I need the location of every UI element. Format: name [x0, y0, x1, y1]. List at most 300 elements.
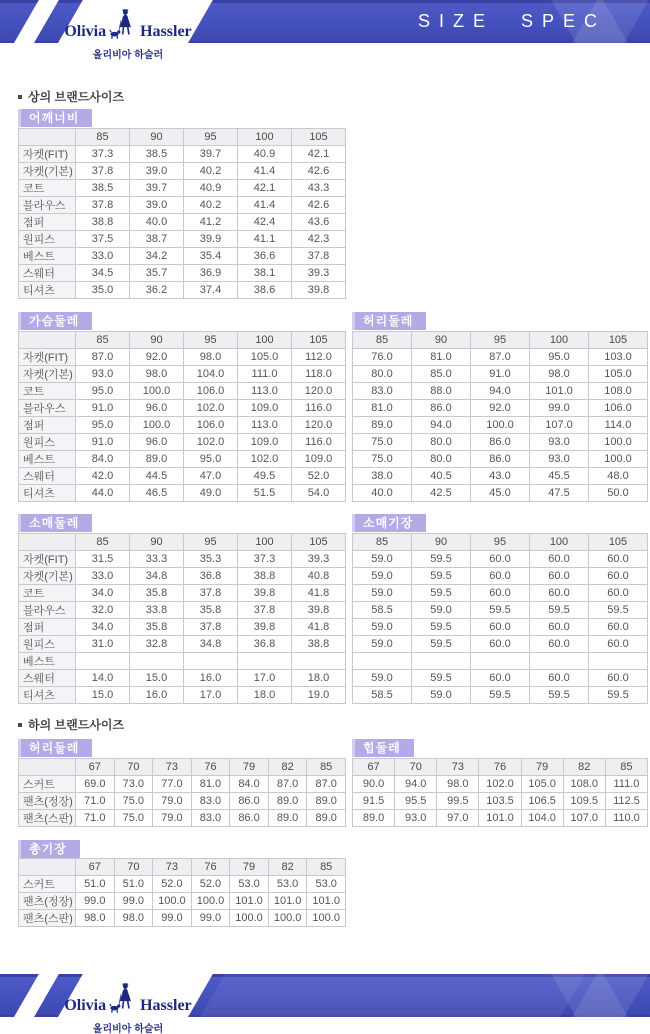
value-cell: 37.8 — [184, 585, 238, 602]
size-col-header: 82 — [563, 759, 605, 776]
value-cell: 86.0 — [230, 810, 269, 827]
brand-name-right: Hassler — [140, 997, 192, 1014]
value-cell: 60.0 — [589, 670, 648, 687]
value-cell: 45.0 — [471, 485, 530, 502]
row-label: 베스트 — [19, 451, 76, 468]
value-cell: 15.0 — [130, 670, 184, 687]
value-cell: 59.0 — [412, 687, 471, 704]
value-cell: 39.0 — [130, 163, 184, 180]
value-cell: 36.9 — [184, 265, 238, 282]
value-cell: 92.0 — [471, 400, 530, 417]
value-cell: 60.0 — [471, 636, 530, 653]
size-col-header: 73 — [153, 859, 192, 876]
value-cell: 17.0 — [238, 670, 292, 687]
table-row — [353, 349, 648, 366]
value-cell: 59.0 — [353, 568, 412, 585]
value-cell: 85.0 — [412, 366, 471, 383]
value-cell: 36.8 — [238, 636, 292, 653]
size-col-header: 82 — [268, 759, 307, 776]
table-row — [353, 417, 648, 434]
table-row — [19, 687, 346, 704]
value-cell: 59.0 — [353, 636, 412, 653]
value-cell: 101.0 — [230, 893, 269, 910]
value-cell: 31.0 — [76, 636, 130, 653]
value-cell: 60.0 — [530, 619, 589, 636]
table-waist-bottom — [18, 758, 346, 827]
value-cell: 103.5 — [479, 793, 521, 810]
value-cell: 44.5 — [130, 468, 184, 485]
value-cell: 51.0 — [114, 876, 153, 893]
value-cell — [353, 653, 412, 670]
table-row — [19, 776, 346, 793]
header-row — [19, 759, 346, 776]
value-cell: 100.0 — [153, 893, 192, 910]
size-col-header: 67 — [76, 759, 115, 776]
size-grid — [352, 533, 648, 704]
value-cell: 40.5 — [412, 468, 471, 485]
value-cell: 16.0 — [184, 670, 238, 687]
value-cell: 41.4 — [238, 197, 292, 214]
size-col-header: 79 — [521, 759, 563, 776]
value-cell: 59.0 — [353, 619, 412, 636]
table-row — [19, 568, 346, 585]
value-cell: 92.0 — [130, 349, 184, 366]
size-col-header: 76 — [191, 859, 230, 876]
value-cell: 60.0 — [589, 636, 648, 653]
value-cell: 47.5 — [530, 485, 589, 502]
row-label: 블라우스 — [19, 602, 76, 619]
size-col-header: 95 — [184, 129, 238, 146]
value-cell: 39.7 — [130, 180, 184, 197]
value-cell: 59.0 — [353, 551, 412, 568]
table-row — [19, 265, 346, 282]
value-cell: 99.5 — [437, 793, 479, 810]
table-shoulder-width — [18, 128, 346, 299]
diagonal-highlight-icon — [200, 974, 585, 1017]
value-cell: 42.6 — [292, 197, 346, 214]
value-cell: 86.0 — [471, 434, 530, 451]
table-row — [353, 551, 648, 568]
row-label: 원피스 — [19, 231, 76, 248]
size-col-header: 105 — [292, 332, 346, 349]
woman-with-dog-icon — [109, 8, 137, 40]
value-cell: 35.0 — [76, 282, 130, 299]
value-cell: 59.5 — [412, 619, 471, 636]
table-row — [19, 619, 346, 636]
value-cell: 89.0 — [268, 810, 307, 827]
size-grid — [18, 533, 346, 704]
size-grid — [352, 758, 648, 827]
value-cell: 75.0 — [353, 451, 412, 468]
value-cell: 88.0 — [412, 383, 471, 400]
value-cell: 89.0 — [130, 451, 184, 468]
value-cell: 59.5 — [530, 687, 589, 704]
size-col-header: 90 — [130, 332, 184, 349]
value-cell: 33.0 — [76, 568, 130, 585]
table-row — [19, 451, 346, 468]
table-row — [19, 602, 346, 619]
row-label: 원피스 — [19, 434, 76, 451]
row-label: 자켓(기본) — [19, 163, 76, 180]
value-cell: 87.0 — [471, 349, 530, 366]
row-label: 자켓(기본) — [19, 568, 76, 585]
value-cell: 98.0 — [76, 910, 115, 927]
value-cell: 36.2 — [130, 282, 184, 299]
table-row — [353, 366, 648, 383]
value-cell: 105.0 — [589, 366, 648, 383]
value-cell: 112.0 — [292, 349, 346, 366]
value-cell: 38.8 — [292, 636, 346, 653]
label-shoulder-width: 어깨너비 — [18, 109, 92, 127]
value-cell: 42.5 — [412, 485, 471, 502]
value-cell: 109.0 — [238, 400, 292, 417]
value-cell: 100.0 — [191, 893, 230, 910]
value-cell: 98.0 — [530, 366, 589, 383]
value-cell: 37.8 — [292, 248, 346, 265]
value-cell: 53.0 — [230, 876, 269, 893]
value-cell: 99.0 — [76, 893, 115, 910]
size-col-header: 70 — [114, 759, 153, 776]
table-waist-top — [352, 331, 648, 502]
value-cell: 59.0 — [353, 670, 412, 687]
value-cell: 35.7 — [130, 265, 184, 282]
value-cell: 81.0 — [412, 349, 471, 366]
size-col-header: 100 — [238, 129, 292, 146]
woman-with-dog-icon — [109, 982, 137, 1014]
value-cell: 59.5 — [530, 602, 589, 619]
value-cell: 59.0 — [353, 585, 412, 602]
value-cell: 79.0 — [153, 793, 192, 810]
table-row — [19, 197, 346, 214]
size-col-header: 95 — [471, 332, 530, 349]
row-label: 원피스 — [19, 636, 76, 653]
size-col-header: 100 — [238, 534, 292, 551]
brand-logo — [58, 22, 198, 40]
size-col-header: 76 — [191, 759, 230, 776]
value-cell: 44.0 — [76, 485, 130, 502]
value-cell: 93.0 — [530, 434, 589, 451]
value-cell: 100.0 — [130, 383, 184, 400]
value-cell: 80.0 — [412, 434, 471, 451]
value-cell: 86.0 — [230, 793, 269, 810]
row-label: 블라우스 — [19, 197, 76, 214]
value-cell: 101.0 — [307, 893, 346, 910]
size-col-header: 105 — [589, 534, 648, 551]
value-cell: 107.0 — [563, 810, 605, 827]
page-header — [0, 0, 650, 62]
row-label: 자켓(FIT) — [19, 551, 76, 568]
table-row — [19, 163, 346, 180]
value-cell: 104.0 — [521, 810, 563, 827]
value-cell: 53.0 — [307, 876, 346, 893]
size-col-header: 67 — [353, 759, 395, 776]
value-cell: 109.0 — [238, 434, 292, 451]
label-sleeve-width: 소매둘레 — [18, 514, 92, 532]
value-cell: 42.0 — [76, 468, 130, 485]
value-cell: 93.0 — [395, 810, 437, 827]
row-label: 티셔츠 — [19, 485, 76, 502]
value-cell: 41.8 — [292, 585, 346, 602]
value-cell: 59.5 — [412, 551, 471, 568]
table-row — [19, 653, 346, 670]
value-cell: 19.0 — [292, 687, 346, 704]
size-col-header: 73 — [153, 759, 192, 776]
size-col-header: 82 — [268, 859, 307, 876]
value-cell: 89.0 — [307, 810, 346, 827]
size-grid — [18, 858, 346, 927]
value-cell: 100.0 — [130, 417, 184, 434]
value-cell: 99.0 — [530, 400, 589, 417]
size-col-header: 73 — [437, 759, 479, 776]
value-cell: 43.0 — [471, 468, 530, 485]
row-label: 티셔츠 — [19, 282, 76, 299]
value-cell: 37.4 — [184, 282, 238, 299]
row-label: 팬츠(스판) — [19, 910, 76, 927]
value-cell: 93.0 — [530, 451, 589, 468]
corner-cell — [19, 332, 76, 349]
value-cell: 40.2 — [184, 163, 238, 180]
value-cell: 52.0 — [292, 468, 346, 485]
value-cell: 42.4 — [238, 214, 292, 231]
value-cell: 35.8 — [184, 602, 238, 619]
value-cell: 71.0 — [76, 793, 115, 810]
value-cell: 33.3 — [130, 551, 184, 568]
value-cell: 59.5 — [412, 568, 471, 585]
value-cell: 95.0 — [76, 417, 130, 434]
value-cell: 77.0 — [153, 776, 192, 793]
value-cell: 60.0 — [471, 670, 530, 687]
value-cell: 110.0 — [605, 810, 647, 827]
value-cell: 89.0 — [307, 793, 346, 810]
value-cell: 95.0 — [184, 451, 238, 468]
size-col-header: 90 — [130, 534, 184, 551]
size-col-header: 85 — [353, 332, 412, 349]
value-cell: 84.0 — [230, 776, 269, 793]
value-cell: 80.0 — [353, 366, 412, 383]
value-cell: 75.0 — [353, 434, 412, 451]
value-cell: 104.0 — [184, 366, 238, 383]
value-cell: 60.0 — [589, 585, 648, 602]
value-cell: 89.0 — [353, 810, 395, 827]
size-col-header: 100 — [530, 332, 589, 349]
value-cell: 41.1 — [238, 231, 292, 248]
table-row — [19, 468, 346, 485]
row-label: 점퍼 — [19, 214, 76, 231]
value-cell: 102.0 — [184, 434, 238, 451]
size-col-header: 76 — [479, 759, 521, 776]
value-cell: 36.8 — [184, 568, 238, 585]
value-cell: 39.8 — [238, 585, 292, 602]
row-label: 점퍼 — [19, 619, 76, 636]
table-row — [353, 434, 648, 451]
value-cell: 76.0 — [353, 349, 412, 366]
size-col-header: 85 — [76, 534, 130, 551]
table-row — [19, 876, 346, 893]
size-col-header: 105 — [292, 129, 346, 146]
table-row — [353, 687, 648, 704]
value-cell: 37.8 — [184, 619, 238, 636]
table-row — [19, 434, 346, 451]
label-sleeve-length: 소매기장 — [352, 514, 426, 532]
value-cell: 96.0 — [130, 400, 184, 417]
row-label: 코트 — [19, 383, 76, 400]
size-col-header: 105 — [589, 332, 648, 349]
value-cell: 14.0 — [76, 670, 130, 687]
value-cell: 109.0 — [292, 451, 346, 468]
table-row — [19, 248, 346, 265]
value-cell: 81.0 — [191, 776, 230, 793]
value-cell: 116.0 — [292, 400, 346, 417]
value-cell: 42.1 — [238, 180, 292, 197]
table-row — [19, 910, 346, 927]
corner-cell — [19, 129, 76, 146]
value-cell: 89.0 — [268, 793, 307, 810]
value-cell: 38.0 — [353, 468, 412, 485]
value-cell: 35.8 — [130, 585, 184, 602]
value-cell: 60.0 — [530, 551, 589, 568]
value-cell: 98.0 — [184, 349, 238, 366]
value-cell: 31.5 — [76, 551, 130, 568]
row-label: 코트 — [19, 180, 76, 197]
label-chest: 가슴둘레 — [18, 312, 92, 330]
value-cell: 100.0 — [471, 417, 530, 434]
size-spec-title: SIZE SPEC — [418, 11, 607, 31]
value-cell: 40.9 — [184, 180, 238, 197]
value-cell: 97.0 — [437, 810, 479, 827]
value-cell: 91.5 — [353, 793, 395, 810]
table-sleeve-length — [352, 533, 648, 704]
table-row — [19, 282, 346, 299]
brand-name-korean: 올리비아 하슬러 — [92, 50, 164, 61]
value-cell: 60.0 — [471, 619, 530, 636]
row-label: 자켓(FIT) — [19, 146, 76, 163]
brand-name-right: Hassler — [140, 23, 192, 40]
table-row — [19, 485, 346, 502]
value-cell: 100.0 — [307, 910, 346, 927]
value-cell: 83.0 — [191, 793, 230, 810]
value-cell: 47.0 — [184, 468, 238, 485]
value-cell: 83.0 — [191, 810, 230, 827]
value-cell: 75.0 — [114, 810, 153, 827]
value-cell: 73.0 — [114, 776, 153, 793]
value-cell: 111.0 — [605, 776, 647, 793]
table-row — [19, 417, 346, 434]
value-cell: 99.0 — [114, 893, 153, 910]
value-cell: 35.4 — [184, 248, 238, 265]
value-cell: 69.0 — [76, 776, 115, 793]
row-label: 코트 — [19, 585, 76, 602]
row-label: 베스트 — [19, 653, 76, 670]
value-cell: 95.5 — [395, 793, 437, 810]
table-row — [353, 602, 648, 619]
value-cell: 37.3 — [76, 146, 130, 163]
value-cell: 95.0 — [530, 349, 589, 366]
value-cell: 18.0 — [292, 670, 346, 687]
value-cell: 40.2 — [184, 197, 238, 214]
value-cell: 18.0 — [238, 687, 292, 704]
value-cell: 51.0 — [76, 876, 115, 893]
value-cell: 81.0 — [353, 400, 412, 417]
value-cell: 112.5 — [605, 793, 647, 810]
value-cell: 43.6 — [292, 214, 346, 231]
table-row — [19, 400, 346, 417]
value-cell: 116.0 — [292, 434, 346, 451]
size-col-header: 105 — [292, 534, 346, 551]
table-row — [353, 468, 648, 485]
value-cell: 42.6 — [292, 163, 346, 180]
size-grid — [18, 331, 346, 502]
value-cell: 37.5 — [76, 231, 130, 248]
value-cell: 108.0 — [589, 383, 648, 400]
size-col-header: 85 — [605, 759, 647, 776]
value-cell: 96.0 — [130, 434, 184, 451]
value-cell: 52.0 — [191, 876, 230, 893]
value-cell: 39.8 — [292, 282, 346, 299]
value-cell: 40.9 — [238, 146, 292, 163]
value-cell: 60.0 — [589, 551, 648, 568]
value-cell: 15.0 — [76, 687, 130, 704]
value-cell: 45.5 — [530, 468, 589, 485]
value-cell: 95.0 — [76, 383, 130, 400]
table-row — [353, 585, 648, 602]
value-cell — [412, 653, 471, 670]
value-cell — [530, 653, 589, 670]
value-cell: 35.3 — [184, 551, 238, 568]
value-cell: 41.4 — [238, 163, 292, 180]
value-cell: 39.3 — [292, 265, 346, 282]
size-col-header: 100 — [530, 534, 589, 551]
row-label: 티셔츠 — [19, 687, 76, 704]
page-footer — [0, 972, 650, 1034]
value-cell: 83.0 — [353, 383, 412, 400]
table-row — [19, 231, 346, 248]
value-cell: 60.0 — [530, 636, 589, 653]
value-cell: 38.5 — [130, 146, 184, 163]
value-cell — [589, 653, 648, 670]
table-total-length — [18, 858, 346, 927]
row-label: 스웨터 — [19, 468, 76, 485]
corner-cell — [19, 534, 76, 551]
value-cell: 101.0 — [479, 810, 521, 827]
value-cell: 32.8 — [130, 636, 184, 653]
value-cell: 60.0 — [589, 619, 648, 636]
value-cell — [238, 653, 292, 670]
value-cell: 87.0 — [268, 776, 307, 793]
value-cell: 41.2 — [184, 214, 238, 231]
value-cell: 84.0 — [76, 451, 130, 468]
value-cell: 107.0 — [530, 417, 589, 434]
row-label: 팬츠(스판) — [19, 810, 76, 827]
value-cell: 60.0 — [530, 670, 589, 687]
value-cell: 36.6 — [238, 248, 292, 265]
table-row — [19, 366, 346, 383]
table-hip — [352, 758, 648, 827]
value-cell: 38.8 — [76, 214, 130, 231]
size-col-header: 85 — [76, 129, 130, 146]
table-row — [353, 383, 648, 400]
value-cell: 40.0 — [130, 214, 184, 231]
value-cell: 39.3 — [292, 551, 346, 568]
value-cell: 94.0 — [412, 417, 471, 434]
value-cell: 38.7 — [130, 231, 184, 248]
table-row — [19, 551, 346, 568]
corner-cell — [19, 859, 76, 876]
value-cell: 49.5 — [238, 468, 292, 485]
value-cell: 86.0 — [471, 451, 530, 468]
table-row — [353, 451, 648, 468]
row-label: 자켓(기본) — [19, 366, 76, 383]
table-row — [353, 619, 648, 636]
